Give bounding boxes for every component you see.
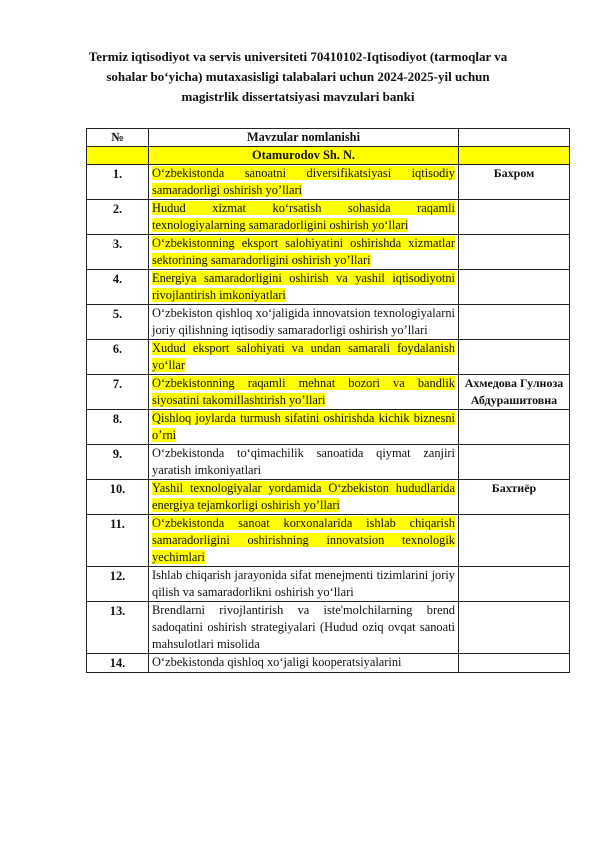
table-row [87,654,570,673]
row-number: 9. [87,445,149,480]
row-topic-text: O‘zbekistonning raqamli mehnat bozori va bandlik siyosatini takomillashtirish yo’llari [152,376,455,407]
table-header-row [87,129,570,147]
row-person [459,515,570,567]
row-topic [149,340,459,375]
row-topic [149,305,459,340]
row-number: 14. [87,654,149,673]
topics-table [86,128,570,673]
row-topic-text: O‘zbekistonda to‘qimachilik sanoatida qiymat zanjiri yaratish imkoniyatlari [152,446,455,477]
row-topic [149,410,459,445]
table-row [87,515,570,567]
row-number: 1. [87,165,149,200]
group-cell-empty [87,147,149,165]
row-person [459,445,570,480]
table-row [87,235,570,270]
header-topic: Mavzular nomlanishi [149,129,459,147]
group-row [87,147,570,165]
row-number: 6. [87,340,149,375]
row-number: 11. [87,515,149,567]
title-line: Termiz iqtisodiyot va servis universiteti 70410102-Iqtisodiyot (tarmoqlar va [88,49,508,64]
row-topic [149,602,459,654]
row-topic [149,165,459,200]
table-row [87,165,570,200]
row-topic [149,200,459,235]
row-topic-text: Ishlab chiqarish jarayonida sifat menejmenti tizimlarini joriy qilish va samaradorlikni oshirish yo‘llari [152,568,455,599]
row-topic [149,270,459,305]
row-topic-text: Xudud eksport salohiyati va undan samarali foydalanish yo‘llar [152,341,455,372]
row-topic [149,567,459,602]
table-row [87,340,570,375]
group-cell-empty [459,147,570,165]
table-row [87,305,570,340]
row-topic [149,515,459,567]
row-topic-text: O‘zbekistonning eksport salohiyatini oshirishda xizmatlar sektorining samaradorligini oshirish yo’llari [152,236,455,267]
row-number: 8. [87,410,149,445]
row-person [459,200,570,235]
row-topic-text: O‘zbekistonda sanoatni diversifikatsiyasi iqtisodiy samaradorligi oshirish yo’llari [152,166,455,197]
row-person [459,567,570,602]
row-topic [149,235,459,270]
row-number: 12. [87,567,149,602]
row-topic-text: Energiya samaradorligini oshirish va yashil iqtisodiyotni rivojlantirish imkoniyatlari [152,271,455,302]
table-row [87,270,570,305]
title-line: magistrlik dissertatsiyasi mavzulari banki [181,89,415,104]
table-row [87,602,570,654]
row-person: Бахром [459,165,570,200]
row-person: Ахмедова Гулноза Абдурашитовна [459,375,570,410]
table-row [87,567,570,602]
row-person [459,654,570,673]
row-person: Бахтиёр [459,480,570,515]
header-empty [459,129,570,147]
table-row [87,480,570,515]
row-topic-text: Brendlarni rivojlantirish va iste'molchilarning brend sadoqatini oshirish strategiyalari (Hudud oziq ovqat sanoati mahsulotlari misolida [152,603,455,651]
row-person [459,305,570,340]
row-person [459,340,570,375]
row-person [459,235,570,270]
row-topic-text: O‘zbekistonda sanoat korxonalarida ishlab chiqarish samaradorligini oshirishning innovatsion texnologik yechimlari [152,516,455,564]
row-topic [149,445,459,480]
group-name: Otamurodov Sh. N. [149,147,459,165]
row-number: 7. [87,375,149,410]
table-row [87,445,570,480]
table-row [87,410,570,445]
row-number: 3. [87,235,149,270]
table-row [87,375,570,410]
header-number: № [87,129,149,147]
row-person [459,410,570,445]
row-topic [149,375,459,410]
row-number: 2. [87,200,149,235]
row-topic [149,654,459,673]
row-person [459,270,570,305]
row-number: 13. [87,602,149,654]
title-line: sohalar bo‘yicha) mutaxasisligi talabalari uchun 2024-2025-yil uchun [106,69,490,84]
row-topic-text: Yashil texnologiyalar yordamida O‘zbekiston hududlarida energiya tejamkorligi oshirish yo’llari [152,481,455,512]
row-topic [149,480,459,515]
row-topic-text: O‘zbekiston qishloq xo‘jaligida innovatsion texnologiyalarni joriy qilishning iqtisodiy samaradorligi oshirish yo’llari [152,306,455,337]
row-topic-text: Qishloq joylarda turmush sifatini oshirishda kichik biznesni o’rni [152,411,455,442]
row-number: 4. [87,270,149,305]
row-topic-text: O‘zbekistonda qishloq xo‘jaligi kooperatsiyalarini [152,655,402,669]
document-title [80,47,516,107]
row-person [459,602,570,654]
row-topic-text: Hudud xizmat ko‘rsatish sohasida raqamli texnologiyalarning samaradorligini oshirish yo‘llari [152,201,455,232]
row-number: 5. [87,305,149,340]
table-row [87,200,570,235]
row-number: 10. [87,480,149,515]
